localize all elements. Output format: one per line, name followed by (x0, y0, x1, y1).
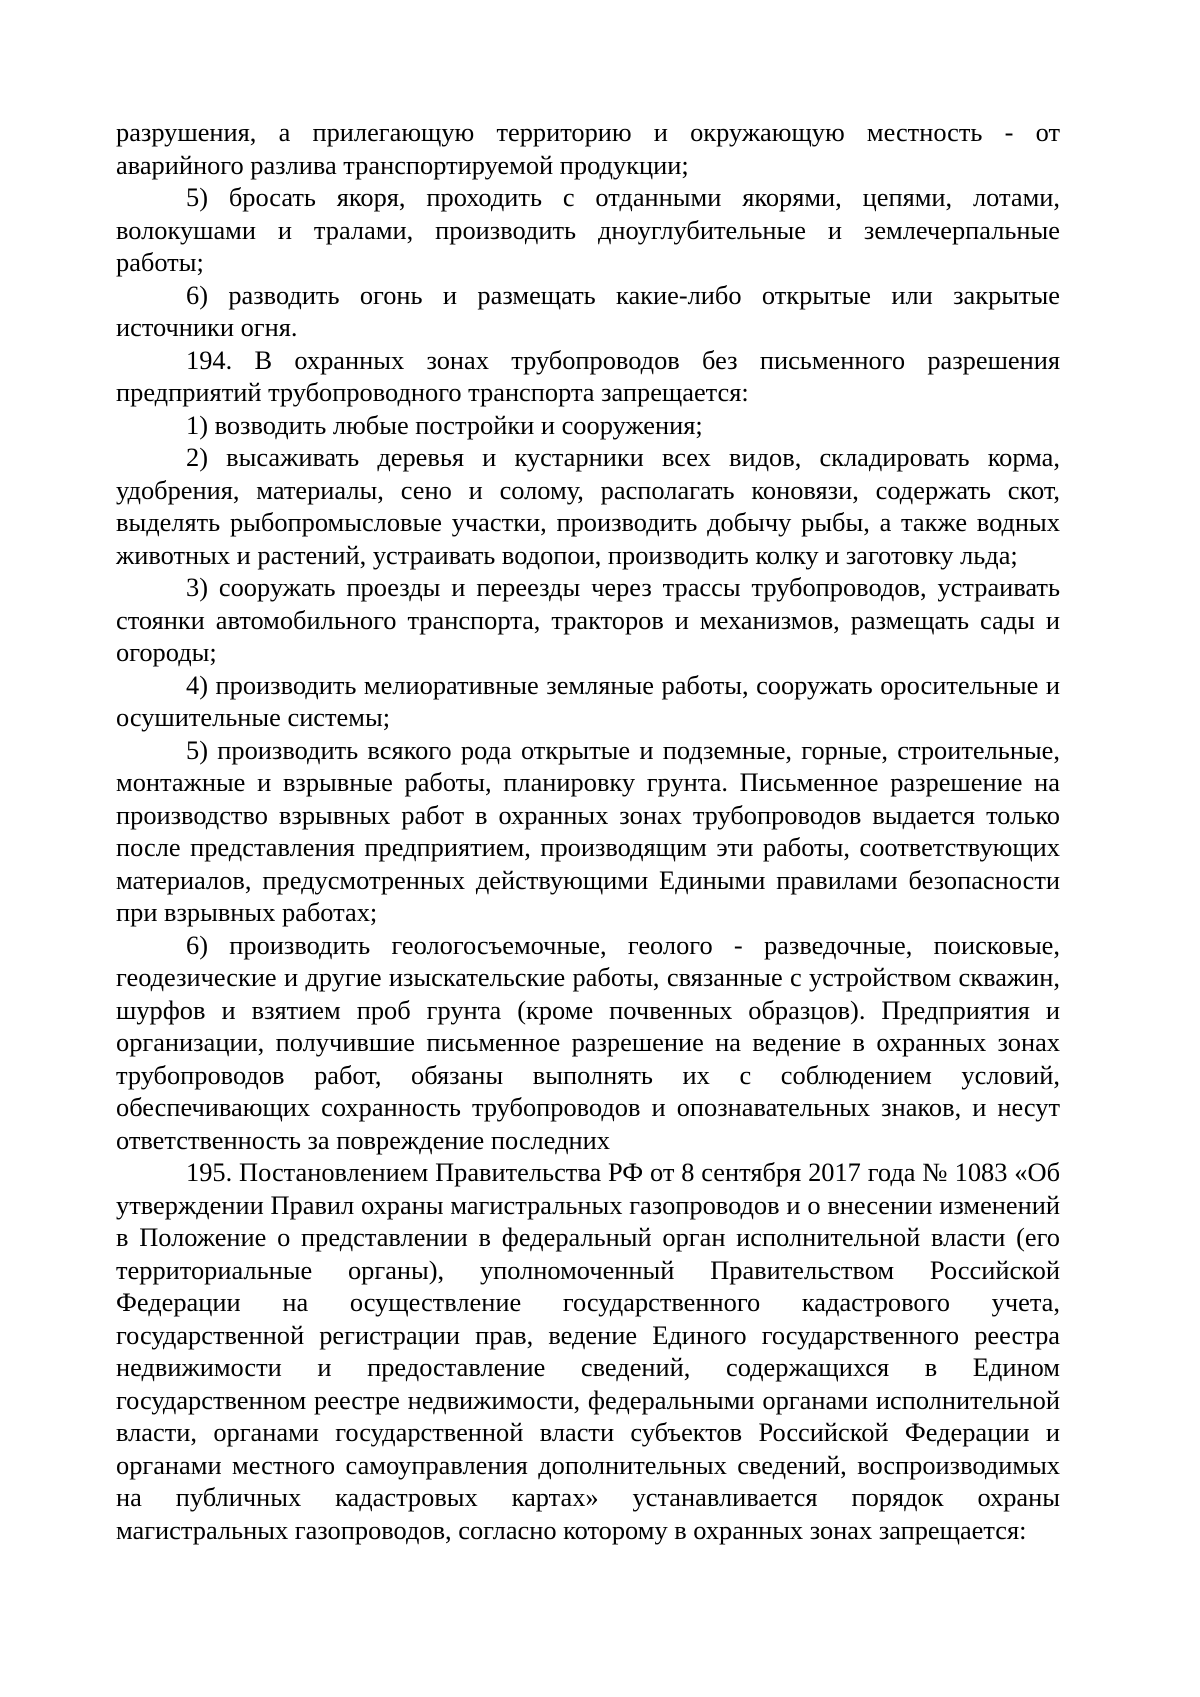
paragraph-item-5-anchors: 5) бросать якоря, проходить с отданными якорями, цепями, лотами, волокушами и тралами, производить дноуглубительные и землечерпальные работы; (116, 182, 1060, 277)
paragraph-194-item-5: 5) производить всякого рода открытые и подземные, горные, строительные, монтажные и взрывные работы, планировку грунта. Письменное разрешение на производство взрывных работ в охранных зонах трубопроводов выдается только после представления предприятием, производящим эти работы, соответствующих материалов, предусмотренных действующими Едиными правилами безопасности при взрывных работах; (116, 734, 1060, 927)
paragraph-section-194: 194. В охранных зонах трубопроводов без письменного разрешения предприятий трубопроводного транспорта запрещается: (116, 344, 1060, 407)
paragraph-continuation: разрушения, а прилегающую территорию и окружающую местность - от аварийного разлива транспортируемой продукции; (116, 117, 1060, 180)
paragraph-section-195: 195. Постановлением Правительства РФ от 8 сентября 2017 года № 1083 «Об утверждении Правил охраны магистральных газопроводов и о внесении изменений в Положение о представлении в федеральный орган исполнительной власти (его территориальные органы), уполномоченный Правительством Российской Федерации на осуществление государственного кадастрового учета, государственной регистрации прав, ведение Единого государственного реестра недвижимости и предоставление сведений, содержащихся в Едином государственном реестре недвижимости, федеральными органами исполнительной власти, органами государственной власти субъектов Российской Федерации и органами местного самоуправления дополнительных сведений, воспроизводимых на публичных кадастровых картах» устанавливается порядок охраны магистральных газопроводов, согласно которому в охранных зонах запрещается: (116, 1157, 1060, 1545)
document-page (116, 116, 1060, 1546)
paragraph-194-item-1: 1) возводить любые постройки и сооружения; (186, 409, 703, 440)
paragraph-item-6-fire: 6) разводить огонь и размещать какие-либо открытые или закрытые источники огня. (116, 279, 1060, 342)
paragraph-194-item-4: 4) производить мелиоративные земляные работы, сооружать оросительные и осушительные системы; (116, 669, 1060, 732)
paragraph-194-item-3: 3) сооружать проезды и переезды через трассы трубопроводов, устраивать стоянки автомобильного транспорта, тракторов и механизмов, размещать сады и огороды; (116, 572, 1060, 667)
paragraph-194-item-6: 6) производить геологосъемочные, геолого - разведочные, поисковые, геодезические и другие изыскательские работы, связанные с устройством скважин, шурфов и взятием проб грунта (кроме почвенных образцов). Предприятия и организации, получившие письменное разрешение на ведение в охранных зонах трубопроводов работ, обязаны выполнять их с соблюдением условий, обеспечивающих сохранность трубопроводов и опознавательных знаков, и несут ответственность за повреждение последних (116, 929, 1060, 1155)
paragraph-194-item-2: 2) высаживать деревья и кустарники всех видов, складировать корма, удобрения, материалы, сено и солому, располагать коновязи, содержать скот, выделять рыбопромысловые участки, производить добычу рыбы, а также водных животных и растений, устраивать водопои, производить колку и заготовку льда; (116, 442, 1060, 570)
